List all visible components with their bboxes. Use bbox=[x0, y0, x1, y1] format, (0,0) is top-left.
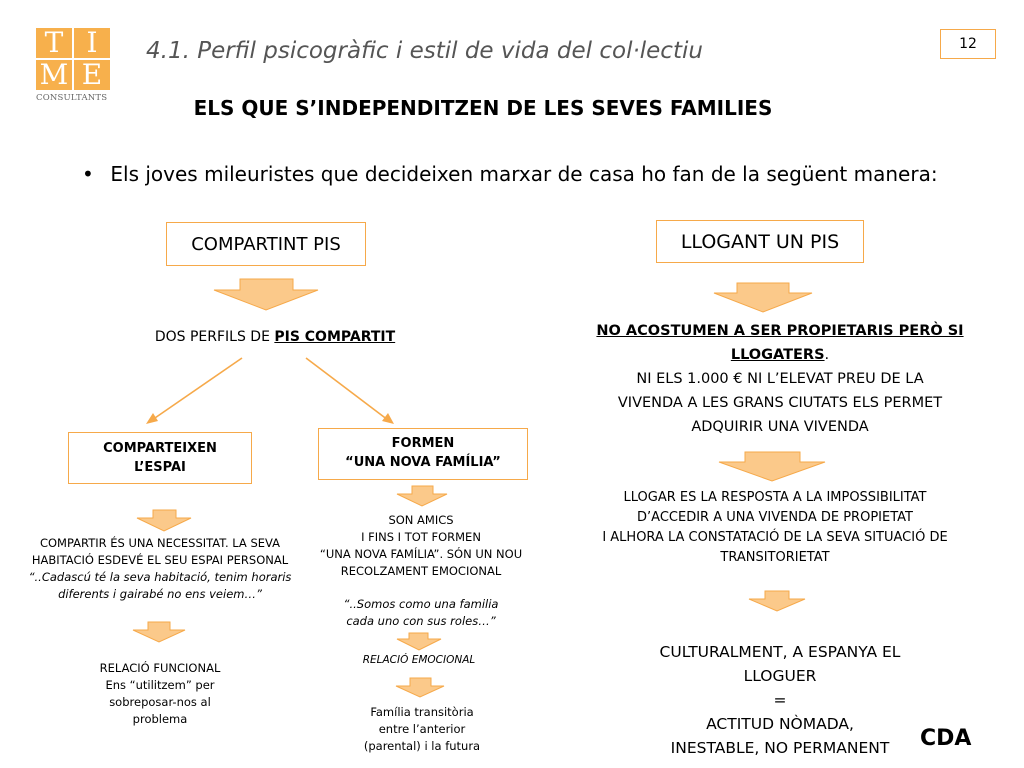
logo-letter: T bbox=[36, 28, 72, 58]
block-arrow-left-1 bbox=[214, 279, 318, 310]
family-result bbox=[342, 704, 502, 755]
rent-step-2 bbox=[565, 488, 985, 568]
rent-step-3-line: ACTITUD NÒMADA, bbox=[706, 715, 854, 733]
box-compartint-pis: COMPARTINT PIS bbox=[166, 222, 366, 266]
block-arrow-left-share-2 bbox=[133, 622, 185, 642]
bullet-marker: • bbox=[82, 162, 94, 186]
block-arrow-left-share-1 bbox=[137, 510, 191, 531]
share-result-line: Ens “utilitzem” per bbox=[105, 678, 215, 692]
rent-step-1-line: ADQUIRIR UNA VIVENDA bbox=[691, 419, 869, 435]
section-subtitle: 4.1. Perfil psicogràfic i estil de vida del col·lectiu bbox=[146, 38, 703, 64]
box-llogant-pis: LLOGANT UN PIS bbox=[656, 220, 864, 263]
intro-text: Els joves mileuristes que decideixen marxar de casa ho fan de la següent manera: bbox=[110, 162, 938, 186]
rent-step-3 bbox=[620, 640, 940, 760]
family-result-line: (parental) i la futura bbox=[363, 739, 481, 753]
rent-step-2-line: D’ACCEDIR A UNA VIVENDA DE PROPIETAT bbox=[637, 510, 913, 525]
profiles-highlight: PIS COMPARTIT bbox=[274, 329, 396, 345]
family-box-line: “UNA NOVA FAMÍLIA” bbox=[345, 455, 501, 470]
profiles-label bbox=[110, 328, 440, 346]
logo-letter: I bbox=[74, 28, 110, 58]
rent-step-2-line: TRANSITORIETAT bbox=[720, 550, 830, 565]
diagonal-arrow-right bbox=[306, 358, 394, 424]
family-quote bbox=[326, 596, 516, 630]
rent-step-3-line: LLOGUER bbox=[743, 667, 817, 685]
rent-highlight: LLOGATERS bbox=[730, 347, 825, 363]
share-text-line: HABITACIÓ ESDEVÉ EL SEU ESPAI PERSONAL bbox=[31, 553, 289, 567]
rent-step-3-line: CULTURALMENT, A ESPANYA EL bbox=[659, 643, 901, 661]
rent-step-1-line: VIVENDA A LES GRANS CIUTATS ELS PERMET bbox=[617, 395, 943, 411]
rent-highlight: NO ACOSTUMEN A SER PROPIETARIS PERÒ SI bbox=[596, 323, 964, 339]
share-space-line: COMPARTEIXEN bbox=[103, 441, 217, 456]
box-comparteixen-espai bbox=[68, 432, 252, 484]
family-text-line: RECOLZAMENT EMOCIONAL bbox=[340, 564, 502, 578]
family-text-line: “UNA NOVA FAMÍLIA”. SÓN UN NOU bbox=[319, 547, 523, 561]
family-text-line: I FINS I TOT FORMEN bbox=[361, 530, 481, 544]
footer-mark: CDA bbox=[920, 726, 972, 751]
rent-highlight-end: . bbox=[824, 347, 830, 363]
block-arrow-right-1 bbox=[714, 283, 812, 312]
share-description bbox=[10, 535, 310, 603]
family-result-line: Família transitòria bbox=[370, 705, 474, 719]
rent-step-2-line: I ALHORA LA CONSTATACIÓ DE LA SEVA SITUACIÓ DE bbox=[602, 530, 948, 545]
logo-letter: E bbox=[74, 60, 110, 90]
rent-step-1-line: NI ELS 1.000 € NI L’ELEVAT PREU DE LA bbox=[636, 371, 924, 387]
share-text-line: COMPARTIR ÉS UNA NECESSITAT. LA SEVA bbox=[39, 536, 281, 550]
rent-step-2-line: LLOGAR ES LA RESPOSTA A LA IMPOSSIBILITAT bbox=[623, 490, 927, 505]
share-quote-line: diferents i gairabé no ens veiem…” bbox=[58, 587, 262, 601]
logo-letter: M bbox=[36, 60, 72, 90]
share-result-line: problema bbox=[132, 712, 188, 726]
diagonal-arrow-left bbox=[146, 358, 242, 424]
profiles-prefix: DOS PERFILS DE bbox=[154, 329, 275, 345]
family-relation: RELACIÓ EMOCIONAL bbox=[362, 654, 476, 666]
share-quote-line: “..Cadascú té la seva habitació, tenim horaris bbox=[28, 570, 292, 584]
rent-step-3-line: INESTABLE, NO PERMANENT bbox=[670, 739, 890, 757]
share-result-line: sobreposar-nos al bbox=[109, 695, 211, 709]
block-arrow-right-3 bbox=[749, 591, 805, 611]
family-result-line: entre l’anterior bbox=[378, 722, 466, 736]
share-result-line: RELACIÓ FUNCIONAL bbox=[99, 661, 221, 675]
slide-title: ELS QUE S’INDEPENDITZEN DE LES SEVES FAMILIES bbox=[193, 96, 773, 120]
logo-subtitle: CONSULTANTS bbox=[36, 93, 108, 103]
page-number: 12 bbox=[940, 29, 996, 59]
family-quote-line: “..Somos como una familia bbox=[343, 597, 499, 611]
rent-step-3-line: = bbox=[773, 691, 787, 709]
block-arrow-right-2 bbox=[719, 452, 825, 481]
rent-step-1 bbox=[560, 319, 1000, 439]
family-box-line: FORMEN bbox=[391, 436, 455, 451]
block-arrow-family-2 bbox=[397, 633, 441, 650]
share-result bbox=[70, 660, 250, 728]
block-arrow-family-1 bbox=[397, 486, 447, 506]
family-description bbox=[296, 512, 546, 580]
family-quote-line: cada uno con sus roles…” bbox=[346, 614, 496, 628]
box-formen-familia bbox=[318, 428, 528, 480]
block-arrow-family-3 bbox=[396, 678, 444, 697]
share-space-line: L’ESPAI bbox=[134, 460, 186, 475]
family-text-line: SON AMICS bbox=[388, 513, 454, 527]
